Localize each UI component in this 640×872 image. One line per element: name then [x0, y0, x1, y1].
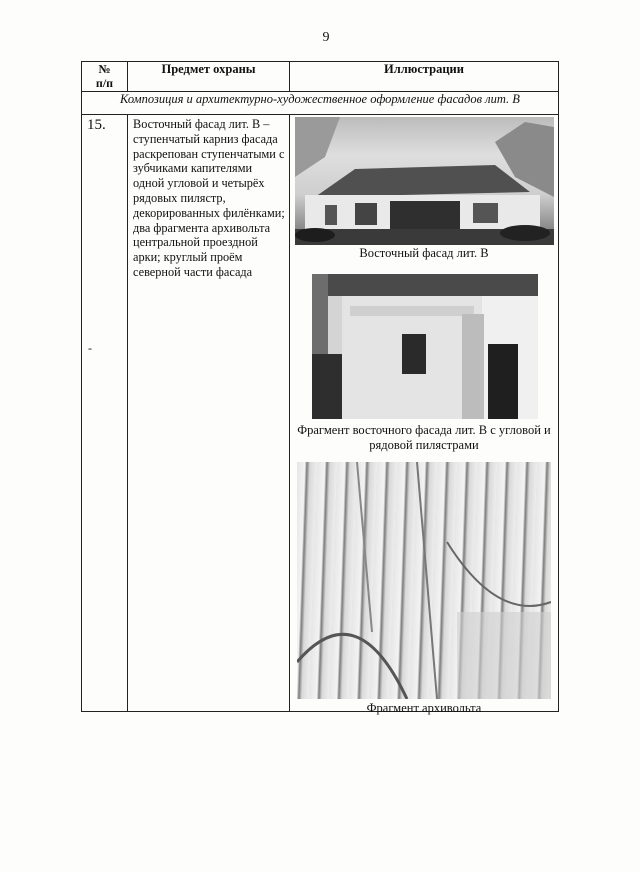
margin-dash: - — [88, 341, 92, 355]
east-facade-photo — [295, 117, 554, 245]
protection-table — [81, 61, 559, 715]
header-num: № п/п — [82, 62, 128, 92]
caption-archivolt: Фрагмент архивольта — [366, 701, 482, 715]
table-row — [82, 115, 559, 712]
illustrations-cell — [290, 115, 559, 715]
caption-east-facade: Восточный фасад лит. В — [359, 246, 489, 260]
page-number: 9 — [322, 30, 330, 45]
protection-subject-text: Восточный фасад лит. В – ступенчатый карниз фасада раскрепован ступенчатыми с зубчиками капителями одной угловой и четырёх рядовых пилястр, декорированных филёнками; два фрагмента архивольта центральной проездной арки; круглый проём северной части фасада — [128, 115, 290, 712]
section-row — [82, 92, 559, 115]
header-illustrations: Иллюстрации — [290, 62, 559, 92]
facade-fragment-photo — [312, 274, 538, 419]
section-title: Композиция и архитектурно-художественное оформление фасадов лит. В — [82, 92, 559, 115]
table-header-row — [82, 62, 559, 92]
row-number: 15. — [82, 115, 128, 712]
header-subject: Предмет охраны — [128, 62, 290, 92]
archivolt-fragment-photo — [297, 462, 551, 699]
caption-facade-fragment: Фрагмент восточного фасада лит. В с угловой и рядовой пилястрами — [297, 423, 551, 452]
